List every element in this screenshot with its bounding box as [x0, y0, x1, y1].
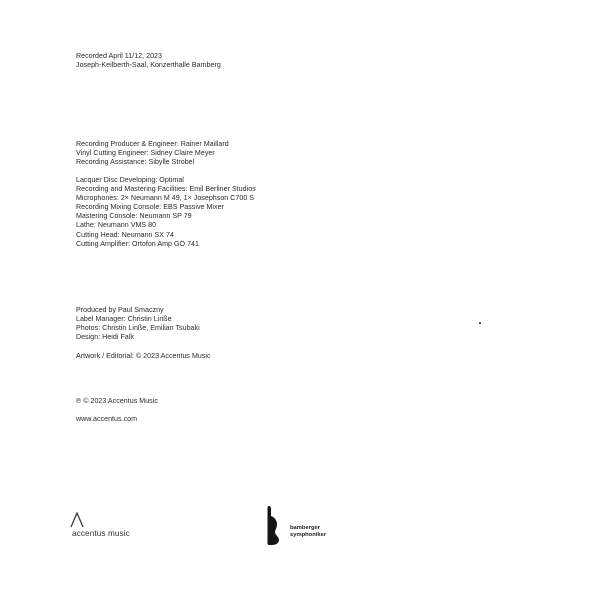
bamberger-line2: symphoniker [290, 531, 327, 538]
technical-credits [76, 176, 256, 249]
credit-line: Vinyl Cutting Engineer: Sidney Claire Meyer [76, 149, 215, 158]
bamberger-wordmark [290, 525, 326, 538]
production-line: Design: Heidi Falk [76, 333, 134, 342]
tech-line: Cutting Head: Neumann SX 74 [76, 230, 174, 239]
website-url: www.accentus.com [76, 415, 138, 423]
tech-line: Lathe: Neumann VMS 80 [76, 221, 157, 230]
production-line: Photos: Christin Linße, Emilian Tsubaki [76, 324, 200, 333]
accentus-wordmark: accentus music [72, 529, 130, 538]
double-bass-icon [266, 505, 286, 545]
copyright-line: ℗ © 2023 Accentus Music [76, 397, 158, 405]
production-line: Label Manager: Christin Linße [76, 315, 172, 324]
bamberger-logo [266, 505, 346, 545]
print-speck [479, 322, 481, 324]
credit-line: Recording Producer & Engineer: Rainer Maillard [76, 140, 229, 148]
recording-date: Recorded April 11/12, 2023 [76, 52, 162, 60]
copyright-notice [76, 397, 158, 406]
accentus-chevron-icon [70, 512, 84, 528]
recording-venue: Joseph-Keilberth-Saal, Konzerthalle Bamberg [76, 61, 221, 70]
tech-line: Cutting Amplifier: Ortofon Amp GO 741 [76, 239, 199, 248]
tech-line: Recording Mixing Console: EBS Passive Mixer [76, 203, 224, 212]
artwork-credit [76, 352, 211, 361]
artwork-line: Artwork / Editorial: © 2023 Accentus Music [76, 352, 211, 360]
bamberger-line1: bamberger [290, 525, 320, 531]
tech-line: Mastering Console: Neumann SP 79 [76, 212, 192, 221]
production-line: Produced by Paul Smaczny [76, 306, 164, 314]
tech-line: Recording and Mastering Facilities: Emil Berliner Studios [76, 185, 256, 194]
engineering-credits [76, 140, 229, 167]
credit-line: Recording Assistance: Sibylle Strobel [76, 158, 195, 167]
tech-line: Lacquer Disc Developing: Optimal [76, 176, 184, 184]
recording-info [76, 52, 221, 70]
website [76, 415, 137, 424]
production-credits [76, 306, 200, 342]
tech-line: Microphones: 2× Neumann M 49, 1× Josephson C700 S [76, 194, 255, 203]
accentus-logo [72, 512, 152, 542]
